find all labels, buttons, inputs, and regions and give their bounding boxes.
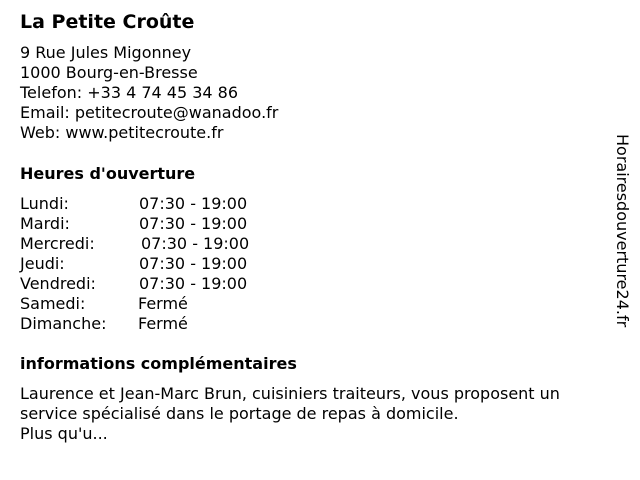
address-city: 1000 Bourg-en-Bresse [20, 63, 198, 82]
hours-day: Dimanche: [20, 314, 107, 333]
hours-day: Jeudi: [20, 254, 65, 273]
website-link[interactable]: Web: www.petitecroute.fr [20, 123, 224, 142]
hours-time: 07:30 - 19:00 [139, 274, 248, 293]
info-text [20, 384, 620, 444]
hours-day: Vendredi: [20, 274, 96, 293]
hours-time: 07:30 - 19:00 [139, 254, 248, 273]
hours-heading: Heures d'ouverture [20, 164, 196, 183]
site-watermark: Horairesdouverture24.fr [613, 134, 632, 328]
business-name: La Petite Croûte [20, 11, 195, 33]
hours-time: 07:30 - 19:00 [141, 234, 250, 253]
phone-number[interactable]: Telefon: +33 4 74 45 34 86 [20, 83, 239, 102]
hours-day: Mardi: [20, 214, 70, 233]
info-heading: informations complémentaires [20, 354, 297, 373]
contact-block [20, 43, 278, 143]
hours-time: 07:30 - 19:00 [139, 214, 248, 233]
hours-day: Samedi: [20, 294, 86, 313]
info-line-more[interactable]: Plus qu'u... [20, 424, 108, 443]
info-line: service spécialisé dans le portage de repas à domicile. [20, 404, 459, 423]
hours-time: Fermé [138, 314, 188, 333]
info-line: Laurence et Jean-Marc Brun, cuisiniers traiteurs, vous proposent un [20, 384, 560, 403]
address-street: 9 Rue Jules Migonney [20, 43, 192, 62]
hours-time: 07:30 - 19:00 [139, 194, 248, 213]
hours-time: Fermé [138, 294, 188, 313]
email-address[interactable]: Email: petitecroute@wanadoo.fr [20, 103, 279, 122]
hours-day: Mercredi: [20, 234, 95, 253]
hours-day: Lundi: [20, 194, 69, 213]
